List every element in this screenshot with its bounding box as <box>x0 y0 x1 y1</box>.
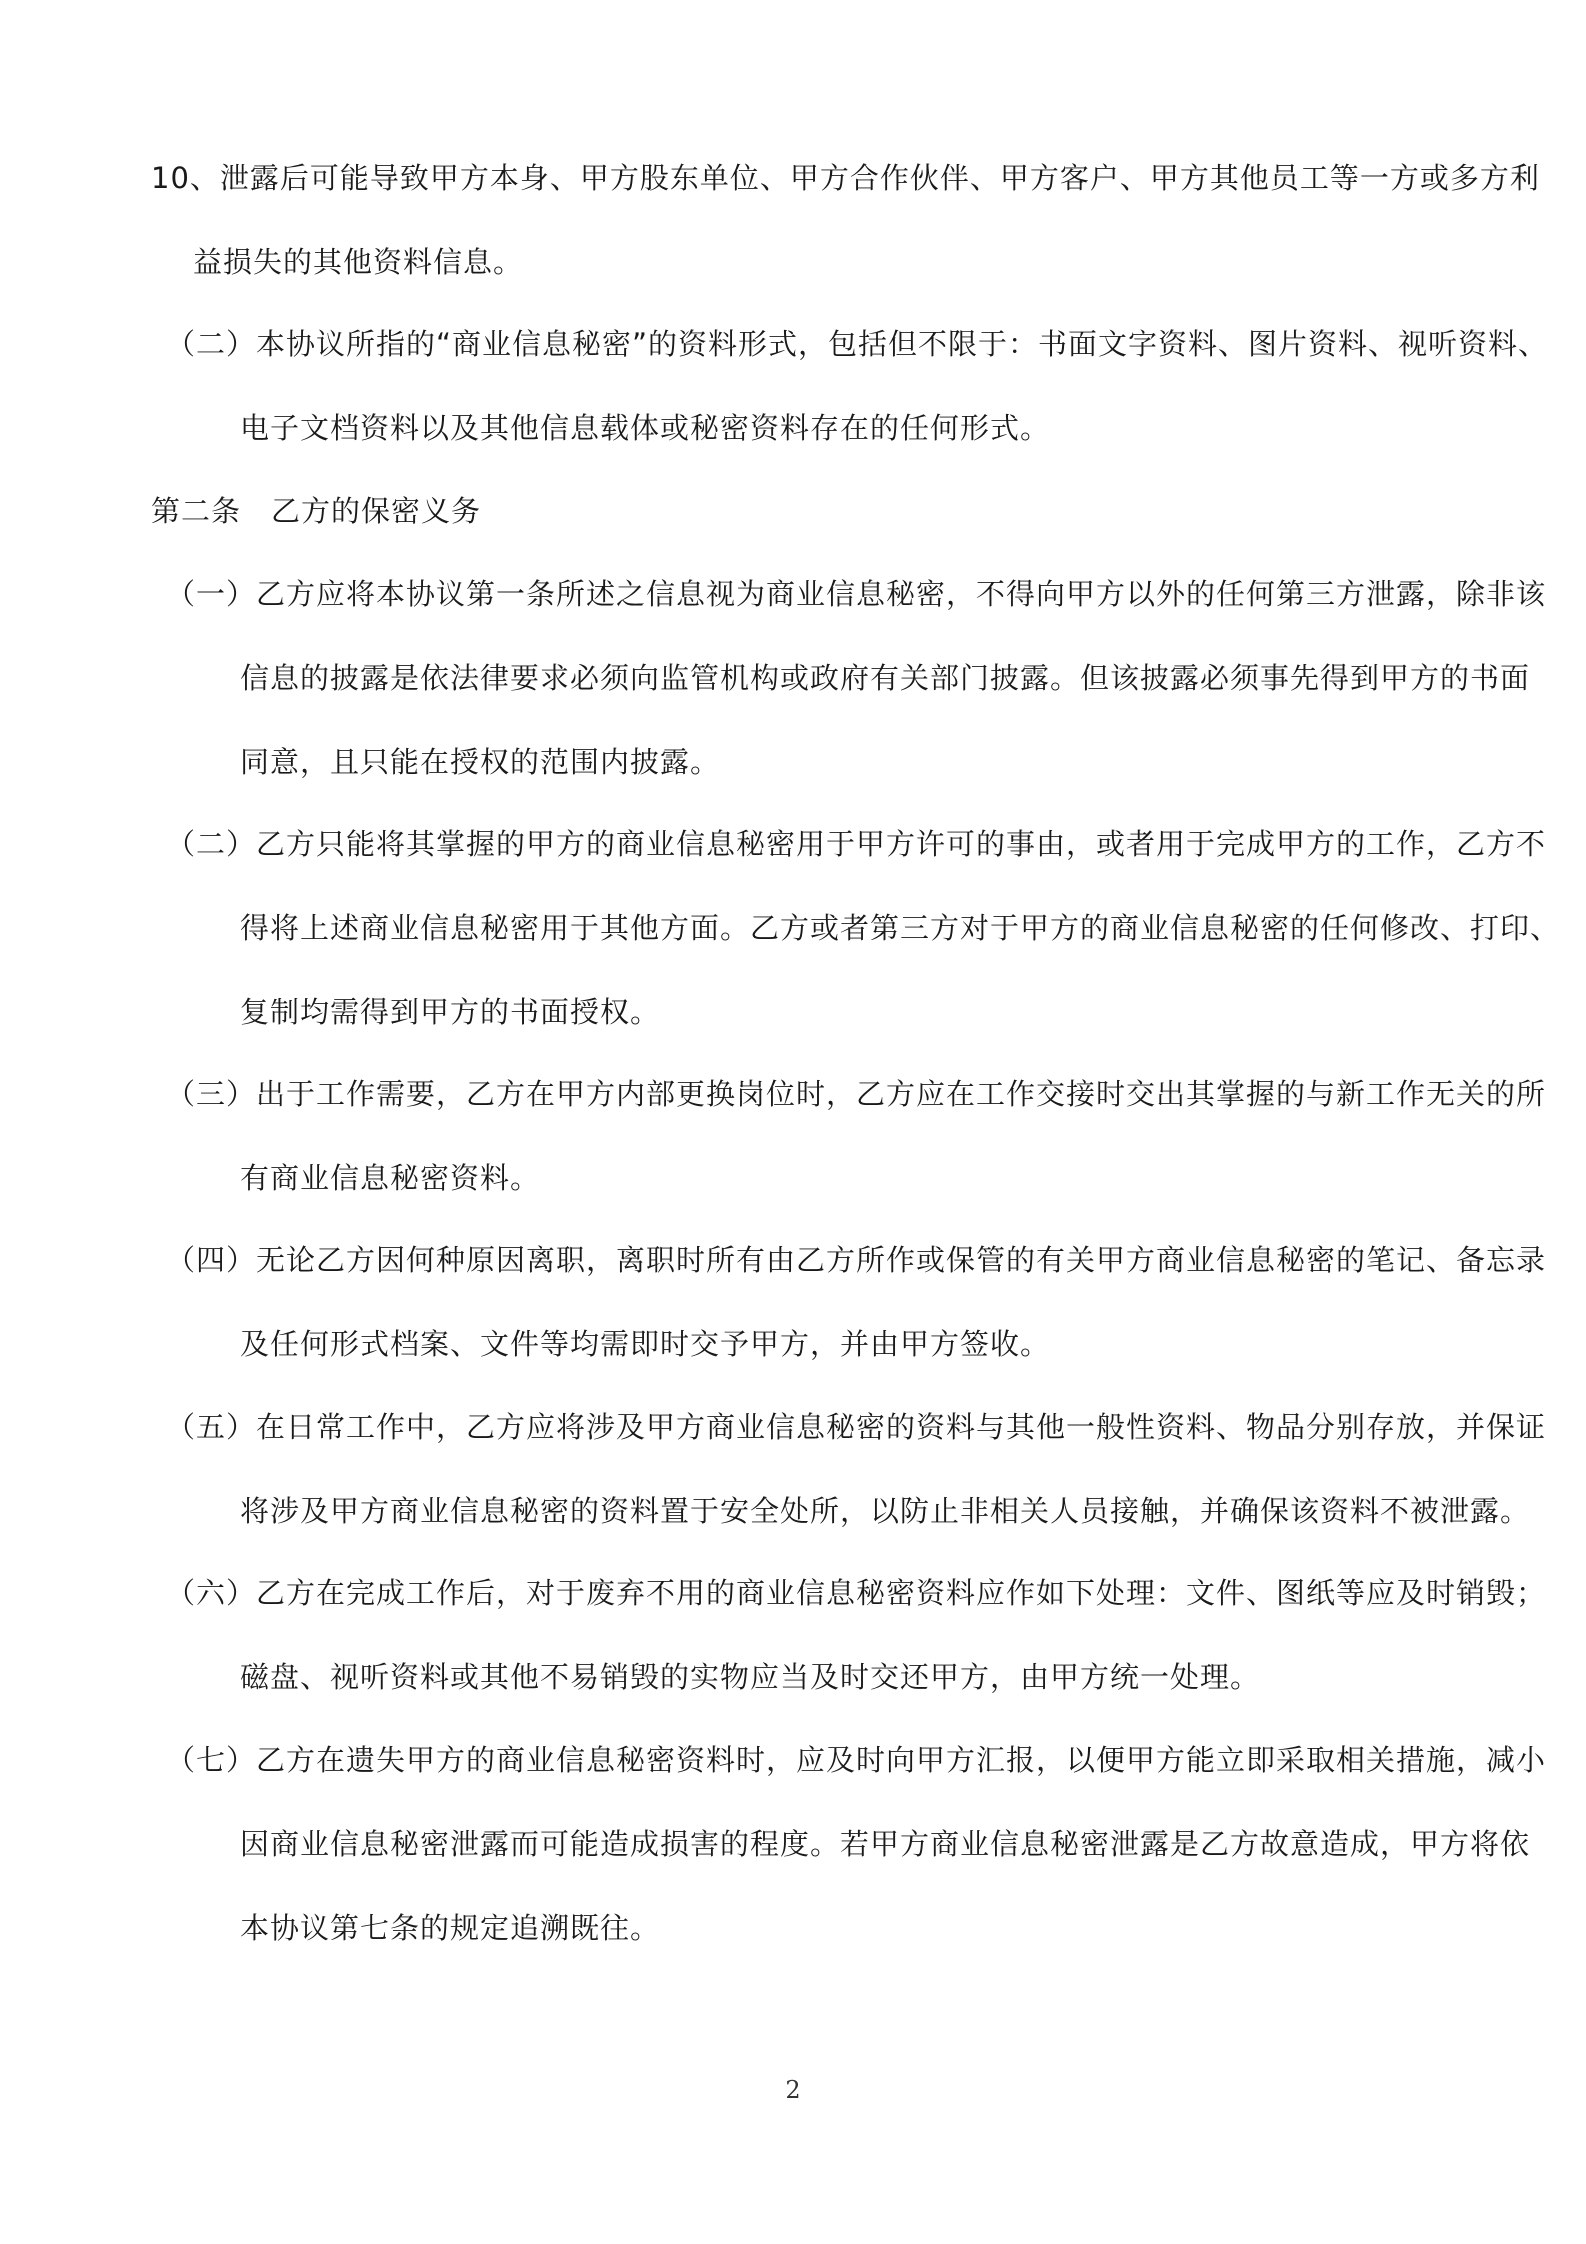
art2-sub5-line-1: （五）在日常工作中，乙方应将涉及甲方商业信息秘密的资料与其他一般性资料、物品分别存放，并保证 <box>166 1410 1547 1444</box>
art2-sub2-line-2: 得将上述商业信息秘密用于其他方面。乙方或者第三方对于甲方的商业信息秘密的任何修改、打印、 <box>240 911 1561 945</box>
art2-sub2-line-1: （二）乙方只能将其掌握的甲方的商业信息秘密用于甲方许可的事由，或者用于完成甲方的工作，乙方不 <box>166 827 1547 861</box>
art2-sub3-line-1: （三）出于工作需要，乙方在甲方内部更换岗位时，乙方应在工作交接时交出其掌握的与新工作无关的所 <box>166 1077 1547 1111</box>
item-10-line-2: 益损失的其他资料信息。 <box>193 245 524 279</box>
art2-sub7-paragraph <box>166 1718 1546 1970</box>
item-10-paragraph <box>151 136 1540 304</box>
art2-sub6-line-2: 磁盘、视听资料或其他不易销毁的实物应当及时交还甲方，由甲方统一处理。 <box>240 1660 1261 1694</box>
art2-sub3-line-2: 有商业信息秘密资料。 <box>240 1161 541 1195</box>
art2-sub1-line-1: （一）乙方应将本协议第一条所述之信息视为商业信息秘密，不得向甲方以外的任何第三方泄露，除非该 <box>166 577 1547 611</box>
article-2-heading <box>151 469 481 553</box>
art2-sub7-line-3: 本协议第七条的规定追溯既往。 <box>240 1911 661 1945</box>
art2-sub7-line-1: （七）乙方在遗失甲方的商业信息秘密资料时，应及时向甲方汇报，以便甲方能立即采取相关措施，减小 <box>166 1743 1547 1777</box>
clause1-sub2-line-2: 电子文档资料以及其他信息载体或秘密资料存在的任何形式。 <box>240 411 1051 445</box>
clause1-sub2-paragraph <box>166 302 1548 470</box>
art2-sub5-paragraph <box>166 1385 1546 1553</box>
art2-sub4-paragraph <box>166 1218 1546 1386</box>
art2-sub1-paragraph <box>166 552 1546 804</box>
page-number: 2 <box>785 2076 801 2104</box>
art2-sub1-line-2: 信息的披露是依法律要求必须向监管机构或政府有关部门披露。但该披露必须事先得到甲方的书面 <box>240 661 1531 695</box>
art2-sub3-paragraph <box>166 1052 1546 1220</box>
art2-sub4-line-1: （四）无论乙方因何种原因离职，离职时所有由乙方所作或保管的有关甲方商业信息秘密的笔记、备忘录 <box>166 1243 1547 1277</box>
art2-sub5-line-2: 将涉及甲方商业信息秘密的资料置于安全处所，以防止非相关人员接触，并确保该资料不被泄露。 <box>240 1494 1531 1528</box>
art2-sub7-line-2: 因商业信息秘密泄露而可能造成损害的程度。若甲方商业信息秘密泄露是乙方故意造成，甲方将依 <box>240 1827 1531 1861</box>
article-2-heading-text: 第二条 乙方的保密义务 <box>151 494 482 528</box>
art2-sub2-line-3: 复制均需得到甲方的书面授权。 <box>240 995 661 1029</box>
art2-sub1-line-3: 同意，且只能在授权的范围内披露。 <box>240 745 721 779</box>
art2-sub2-paragraph <box>166 802 1560 1054</box>
art2-sub4-line-2: 及任何形式档案、文件等均需即时交予甲方，并由甲方签收。 <box>240 1327 1051 1361</box>
clause1-sub2-line-1: （二）本协议所指的“商业信息秘密”的资料形式，包括但不限于：书面文字资料、图片资料、视听资料、 <box>166 327 1549 361</box>
item-10-line-1: 10、泄露后可能导致甲方本身、甲方股东单位、甲方合作伙伴、甲方客户、甲方其他员工等一方或多方利 <box>151 161 1540 195</box>
art2-sub6-paragraph <box>166 1551 1546 1719</box>
art2-sub6-line-1: （六）乙方在完成工作后，对于废弃不用的商业信息秘密资料应作如下处理：文件、图纸等应及时销毁； <box>166 1576 1547 1610</box>
